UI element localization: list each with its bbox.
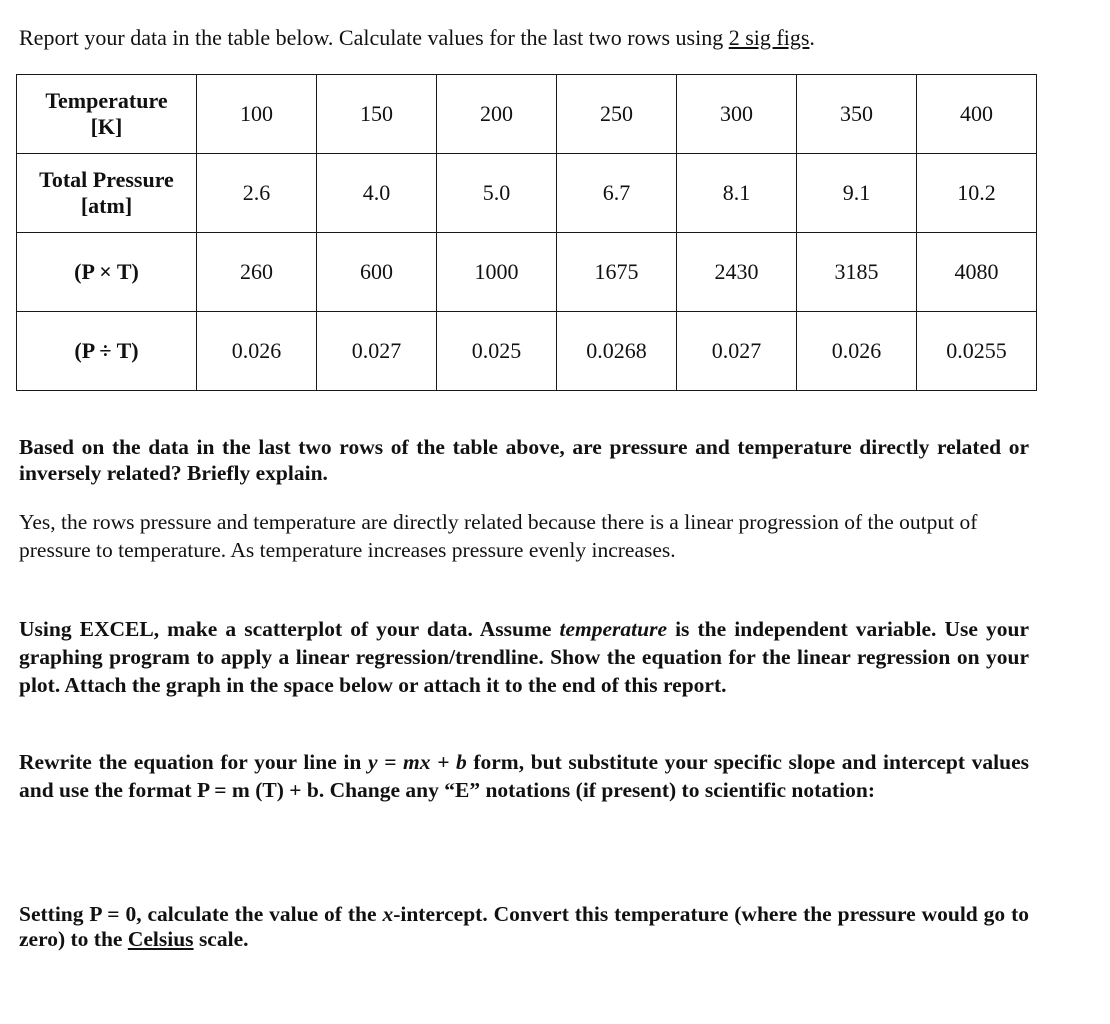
table-cell: 4080 xyxy=(917,233,1037,312)
question-relationship: Based on the data in the last two rows of the table above, are pressure and temperature directly related or inversely related? Briefly explain. xyxy=(19,435,1029,485)
celsius-link[interactable]: Celsius xyxy=(127,927,194,951)
sig-figs-link[interactable]: 2 sig figs xyxy=(728,25,810,50)
table-row xyxy=(17,233,1037,312)
x-variable: x xyxy=(382,902,394,926)
table-cell: 100 xyxy=(197,75,317,154)
question-equation xyxy=(19,748,1029,804)
table-cell: 200 xyxy=(437,75,557,154)
question-x-intercept-part3: scale. xyxy=(193,927,249,951)
question-scatterplot-emphasis: temperature xyxy=(559,617,667,641)
row-header xyxy=(17,312,197,391)
table-cell: 350 xyxy=(797,75,917,154)
row-header-unit: [atm] xyxy=(80,193,133,218)
row-header-label: (P × T) xyxy=(74,259,139,284)
row-header-label: Total Pressure xyxy=(39,167,174,192)
table-cell: 1000 xyxy=(437,233,557,312)
row-header-label: (P ÷ T) xyxy=(74,338,139,363)
table-cell: 10.2 xyxy=(917,154,1037,233)
row-header xyxy=(17,75,197,154)
question-scatterplot-part2: is the independent variable. Use your graphing program to apply a linear regression/trendline. Show the equation for the linear regression on your plot. Attach the graph in the space below or attach it to the end of this report. xyxy=(19,617,1029,697)
question-scatterplot xyxy=(19,615,1029,699)
table-row xyxy=(17,154,1037,233)
table-cell: 4.0 xyxy=(317,154,437,233)
table-cell: 1675 xyxy=(557,233,677,312)
data-table xyxy=(16,74,1037,391)
table-cell: 2.6 xyxy=(197,154,317,233)
table-cell: 0.026 xyxy=(197,312,317,391)
table-cell: 2430 xyxy=(677,233,797,312)
equation-formula: y = mx + b xyxy=(367,750,467,774)
table-cell: 8.1 xyxy=(677,154,797,233)
question-scatterplot-part1: Using EXCEL, make a scatterplot of your data. Assume xyxy=(19,617,560,641)
table-cell: 0.026 xyxy=(797,312,917,391)
table-cell: 0.025 xyxy=(437,312,557,391)
table-cell: 260 xyxy=(197,233,317,312)
instructions-sentence: Report your data in the table below. Calculate values for the last two rows using xyxy=(19,25,729,50)
question-x-intercept xyxy=(19,902,1029,952)
table-cell: 0.027 xyxy=(317,312,437,391)
row-header-unit: [K] xyxy=(90,114,123,139)
table-cell: 300 xyxy=(677,75,797,154)
table-cell: 0.0255 xyxy=(917,312,1037,391)
table-row xyxy=(17,312,1037,391)
row-header-label: Temperature xyxy=(45,88,168,113)
answer-relationship: Yes, the rows pressure and temperature are directly related because there is a linear progression of the output of pressure to temperature. As temperature increases pressure evenly increases. xyxy=(19,510,978,562)
table-cell: 150 xyxy=(317,75,437,154)
instructions-period: . xyxy=(809,25,815,50)
table-cell: 250 xyxy=(557,75,677,154)
table-cell: 9.1 xyxy=(797,154,917,233)
table-cell: 5.0 xyxy=(437,154,557,233)
question-equation-part2: form, but substitute your specific slope and intercept values and use the format P = m (T) + b. Change any “E” notations (if present) to scientific notation: xyxy=(19,750,1029,802)
row-header xyxy=(17,154,197,233)
table-row xyxy=(17,75,1037,154)
table-cell: 0.027 xyxy=(677,312,797,391)
table-cell: 600 xyxy=(317,233,437,312)
table-cell: 400 xyxy=(917,75,1037,154)
question-x-intercept-part1: Setting P = 0, calculate the value of the xyxy=(19,902,383,926)
table-cell: 0.0268 xyxy=(557,312,677,391)
table-cell: 3185 xyxy=(797,233,917,312)
question-equation-part1: Rewrite the equation for your line in xyxy=(19,750,368,774)
instructions-text xyxy=(19,24,815,52)
question-x-intercept-part2: -intercept. Convert this temperature (where the pressure would go to zero) to the xyxy=(19,902,1029,951)
row-header xyxy=(17,233,197,312)
table-cell: 6.7 xyxy=(557,154,677,233)
